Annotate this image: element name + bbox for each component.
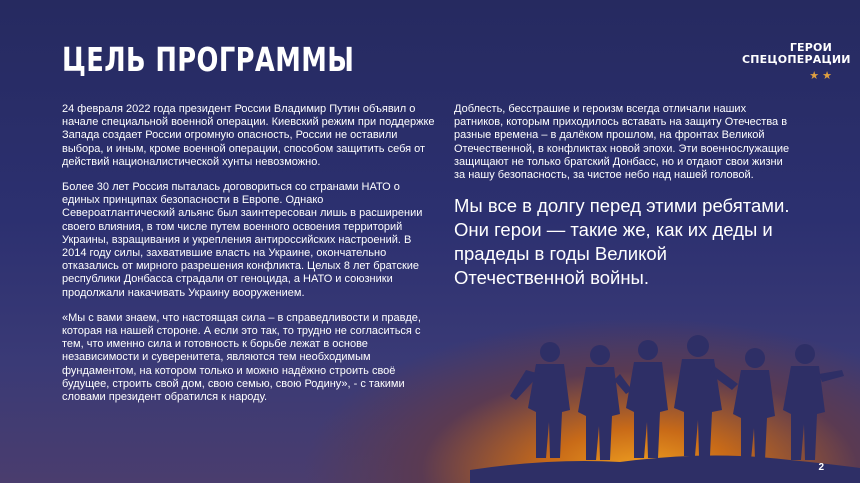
silhouette-shapes [470, 335, 860, 483]
left-column [62, 103, 438, 416]
slide-title: ЦЕЛЬ ПРОГРАММЫ [62, 40, 355, 79]
logo-line-1: ГЕРОИ [789, 41, 832, 54]
page-number: 2 [818, 462, 824, 473]
logo-line-2: СПЕЦОПЕРАЦИИ [742, 53, 851, 66]
intro-paragraph: 24 февраля 2022 года президент России Владимир Путин объявил о начале специальной военной операции. Киевский режим при поддержке Запада создает России огромную опасность, России не оставили выбора, и иным, кроме военной операции, способом защитить себя от действий националистической хунты невозможно. [62, 103, 435, 168]
soldiers-silhouette-image [470, 330, 860, 483]
president-quote-paragraph: «Мы с вами знаем, что настоящая сила – в справедливости и правде, которая на нашей стороне. А если это так, то трудно не согласиться с тем, что именно сила и готовность к борьбе лежат в основе независимости и суверенитета, являются тем необходимым фундаментом, на котором только и можно надёжно строить своё будущее, строить свой дом, свою семью, свою Родину», - с такими словами президент обратился к народу. [62, 311, 421, 404]
heroes-logo [742, 41, 851, 82]
nato-paragraph: Более 30 лет Россия пыталась договориться со странами НАТО о единых принципах безопасности в Европе. Однако Североатлантический альянс был заинтересован лишь в расширении своего влияния, в том числе путем военного освоения территорий Украины, взращивания и укрепления антироссийских настроений. В 2014 году силы, захватившие власть на Украине, окончательно отказались от мирного разрешения конфликта. Целых 8 лет братские республики Донбасса страдали от геноцида, а НАТО и союзники продолжали накачивать Украину вооружением. [62, 181, 423, 299]
right-column [454, 103, 794, 290]
heroes-quote: Мы все в долгу перед этими ребятами. Они герои — такие же, как их деды и прадеды в годы Великой Отечественной войны. [454, 195, 790, 289]
star-icon: ★ ★ [809, 70, 832, 82]
valor-paragraph: Доблесть, бесстрашие и героизм всегда отличали наших ратников, которым приходилось вставать на защиту Отечества в разные времена – в далёком прошлом, на фронтах Великой Отечественной, в конфликтах новой эпохи. Эти военнослужащие защищают не только братский Донбасс, но и отдают свои жизни за нашу безопасность, за чистое небо над нашей головой. [454, 103, 790, 182]
